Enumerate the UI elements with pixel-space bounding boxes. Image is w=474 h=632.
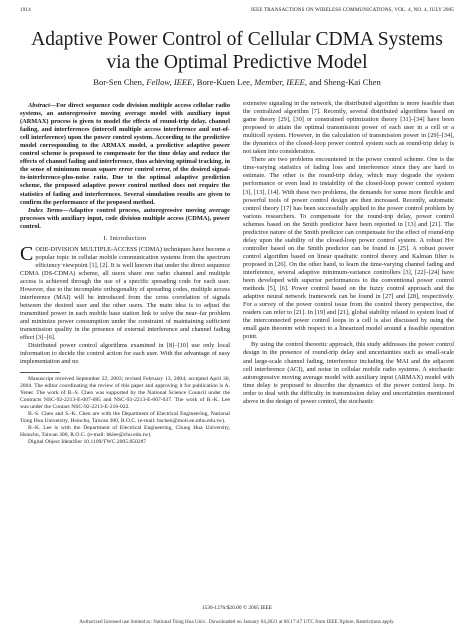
right-column [243,100,454,406]
author-2: Bore-Kuen Lee, [196,77,253,87]
intro-lead: ODE-DIVISION MULTIPLE-ACCESS (CDMA) [35,245,162,253]
footnote-affiliation-1: B.-S. Chen and S.-K. Chen are with the Department of Electrical Engineering, National Tsing Hua University, Hsinchu, Taiwan 300, R.O.C. (e-mail: bschen@moti.ee.nthu.edu.tw). [20,410,230,424]
intro-paragraph-1 [20,242,230,343]
index-terms-label: Index Terms— [28,206,69,214]
intro-paragraph-2: Distributed power control algorithms examined in [8]–[10] use only local information to decide the control action for each user. With the advantage of easy implementation and no [20,342,230,366]
page-number: 1914 [20,7,31,13]
abstract-label: Abstract— [28,102,57,109]
right-paragraph-2: There are two problems encountered in the power control scheme. One is the time-varying statistics of fading loss and interference since they are hard to estimate. The other is the round-trip delay, which may degrade the system performance or even lead to instability of the closed-loop power control system [3], [13], [14]. With these two problems, the demands for some more flexible and powerful tools of power control design are then increased. Recently, automatic control theory [17] has been successfully applied to the power control problem by various researchers. To compensate for the round-trip delay, power control schemes based on the Smith predictor have been reported in [13] and [21]. The predictive nature of the Smith predictor can compensate for the effect of round-trip delay upon the stability of the closed-loop power control system. A robust H∞ controller based on the Smith predictor can be found in [25]. A robust power control algorithm based on linear quadratic control theory and Kalman filter is proposed in [26]. On the other hand, to learn the time-varying channel fading and interference, several adaptive minimum-variance controllers [3], [22]–[24] have been developed with superior performances to the conventional power control methods [5], [6]. Power control based on the fuzzy control approach and the adaptive neural network framework can be found in [27] and [28], respectively. For a survey of the power control issue from the control theory perspective, the readers can refer to [21]. In [19] and [21], global stability related to system load of the interconnected power control loops in a cell is also discussed by using the small gain theorem with respect to a linearized model around a feasible operation point. [243,156,454,341]
section-heading-introduction: I. Introduction [103,234,147,242]
title-line-1: Adaptive Power Control of Cellular CDMA Systems [31,29,443,50]
title-line-2: via the Optimal Predictive Model [106,52,368,73]
running-header [20,7,454,17]
right-paragraph-1: extensive signaling in the network, the distributed algorithm is more feasible than the centralized algorithm [7]. Recently, several distributed algorithms based on game theory [29], [30] or constrained optimization theory [31]–[34] have been proposed to attain the optimal transmission power of each user in a cell or a multicell system. However, in the calculation of transmission power in [29]–[34], the dynamics of the closed-loop power control system such as round-trip delay is not taken into consideration. [243,100,454,156]
abstract-text: For direct sequence code division multiple access cellular radio systems, an autoregressive moving average model with auxiliary input (ARMAX) process is given to model the effects of round-trip delay, channel fading, and interferences (intercell multiple access interference and out-of-cell interference) upon the power control system. According to the predictive model corresponding to the ARMAX model, a predictive adaptive power control scheme is proposed to compensate for the time delay and reduce the effects of channel fading and interference, thus achieving optimal tracking, in the sense of minimum mean square error control error, of the desired signal-to-interference-plus-noise ratio. Due to the optimal adaptive prediction scheme, the proposed adaptive power control method does not require the statistics of fading and interferences. Several simulation results are given to confirm the performance of the proposed method. [20,102,230,206]
left-column [20,102,230,446]
footnote-affiliation-2: B.-K. Lee is with the Department of Electrical Engineering, Chung Hua University, Hsinchu, Taiwan 300, R.O.C. (e-mail: bklee@chu.edu.tw). [20,424,230,438]
paper-title [0,28,474,74]
author-3: and Sheng-Kai Chen [309,77,381,87]
author-1: Bor-Sen Chen, [93,77,145,87]
footnote-divider [20,372,60,373]
author-1-role: Fellow, IEEE, [146,77,195,87]
index-terms [20,207,230,231]
footnote-manuscript: Manuscript received September 22, 2003; revised February 13, 2004; accepted April 30, 2004. The editor coordinating the review of this paper and approving it for publication is A. Yener. The work of B.-S. Chen was supported by the National Science Council under the Contracts NSC-92-2213-E-007-085 and NSC-93-2213-E-007-037. The work of B.-K. Lee was under the Contact NSC-92-2213-E-216-022. [20,375,230,410]
drop-cap: C [20,242,34,265]
doi: Digital Object Identifier 10.1109/TWC.2005.850287 [28,438,147,445]
author-list [0,77,474,87]
copyright-code: 1536-1276/$20.00 © 2005 IEEE [201,605,273,611]
intro-text-1: techniques have become a popular topic in cellular mobile communication systems from the spectrum efficiency viewpoint [1], [2]. It is well known that under the direct sequence CDMA (DS-CDMA) scheme, all users share one radio channel and multiple access is achieved through the use of a specific spreading code for each user. However, due to the incomplete orthogonality of spreading codes, multiple access interference (MAI) will be introduced from the cross correlation of signals between the desired user and the other users. The main idea is to adjust the transmitted power in each mobile base station link to solve the near–far problem and minimize power consumption under the constraint of maintaining sufficient transmission quality in the presence of external interference and channel fading effect [3]–[6]. [20,245,230,342]
journal-running-head: IEEE TRANSACTIONS ON WIRELESS COMMUNICATIONS, VOL. 4, NO. 4, JULY 2005 [251,7,454,13]
author-2-role: Member, IEEE, [254,77,308,87]
right-paragraph-3: By using the control theoretic approach, this study addresses the power control design in the presence of round-trip delay and uncertainties such as small-scale and large-scale channel fading, interference including the MAI and the adjacent cell interference (ACI), and noise in cellular mobile radio systems. A stochastic autoregressive moving average model with auxiliary input (ARMAX) model with time delay is proposed to describe the dynamics of the power control loop. In order to deal with the difficulty in transmission delay and uncertainties mentioned above in the design of power control, the stochastic [243,341,454,405]
abstract [20,102,230,207]
index-terms-text: Adaptive control process, autoregressive moving average processes with auxiliary input, code division multiple access (CDMA), power control. [20,206,230,230]
authorized-use-notice: Authorized licensed use limited to: National Tsing Hua Univ.. Downloaded on January 04,2021 at 06:17:47 UTC from IEEE Xplore. Restrictions apply. [79,619,395,625]
